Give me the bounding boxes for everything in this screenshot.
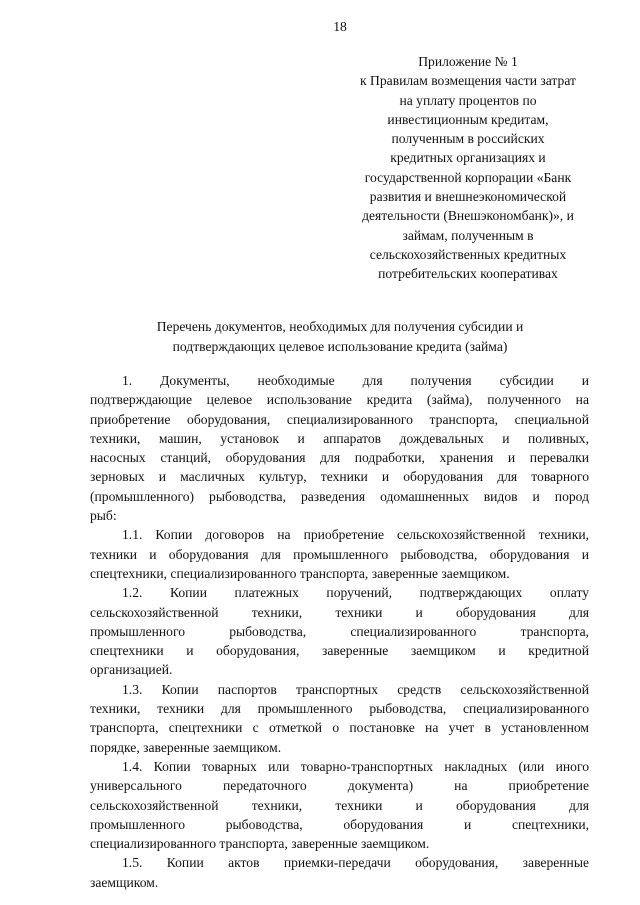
paragraph-line: 1.4. Копии товарных или товарно-транспортных накладных (или иного	[122, 758, 589, 774]
appendix-line: потребительских кооперативах	[378, 266, 558, 282]
paragraph-1-2	[90, 583, 589, 679]
paragraph-line: техники, техники для промышленного рыбоводства, специализированного	[90, 701, 589, 717]
appendix-line: Приложение № 1	[418, 54, 518, 69]
paragraph-line: заемщиком.	[90, 874, 159, 890]
paragraph-line: сельскохозяйственной техники, техники и оборудования для	[90, 604, 589, 620]
paragraph-line: 1.5. Копии актов приемки-передачи оборудования, заверенные	[122, 855, 589, 871]
paragraph-line: спецтехники, специализированного транспорта, заверенные заемщиком.	[90, 565, 510, 581]
paragraph-line: насосных станций, оборудования для подработки, хранения и перевалки	[90, 450, 589, 466]
document-body	[90, 371, 589, 892]
appendix-line: займам, полученным в	[402, 227, 534, 243]
paragraph-line: организацией.	[90, 662, 173, 678]
appendix-line: на уплату процентов по	[399, 92, 537, 108]
appendix-header	[343, 52, 593, 284]
paragraph-1-3	[90, 680, 589, 757]
paragraph-line: 1. Документы, необходимые для получения субсидии и	[122, 373, 589, 388]
paragraph-line: специализированного транспорта, заверенные заемщиком.	[90, 836, 430, 852]
title-line: подтверждающих целевое использование кредита (займа)	[172, 338, 508, 354]
appendix-line: кредитных организациях и	[390, 150, 546, 166]
appendix-line: деятельности (Внешэкономбанк)», и	[362, 208, 574, 224]
title-line: Перечень документов, необходимых для получения субсидии и	[156, 319, 524, 334]
paragraph-line: сельскохозяйственной техники, техники и оборудования для	[90, 797, 589, 813]
paragraph-line: рыб:	[90, 508, 117, 524]
appendix-line: сельскохозяйственных кредитных	[369, 246, 567, 262]
paragraph-line: промышленного рыбоводства, оборудования и спецтехники,	[90, 816, 589, 832]
paragraph-line: 1.1. Копии договоров на приобретение сельскохозяйственной техники,	[122, 527, 589, 543]
paragraph-line: спецтехники и оборудования, заверенные заемщиком и кредитной	[90, 643, 589, 659]
paragraph-line: промышленного рыбоводства, специализированного транспорта,	[90, 623, 589, 639]
paragraph-line: техники и оборудования для промышленного рыбоводства, оборудования и	[90, 546, 589, 562]
paragraph-1-4	[90, 757, 589, 853]
appendix-line: развития и внешнеэкономической	[369, 189, 567, 205]
appendix-line: инвестиционным кредитам,	[387, 111, 549, 127]
paragraph-1	[90, 371, 589, 525]
appendix-line: полученным в российских	[391, 131, 545, 147]
paragraph-line: 1.2. Копии платежных поручений, подтверждающих оплату	[122, 585, 589, 601]
paragraph-line: зерновых и масличных культур, техники и оборудования для товарного	[90, 469, 589, 485]
appendix-line: государственной корпорации «Банк	[364, 169, 572, 185]
paragraph-line: транспорта, спецтехники с отметкой о постановке на учет в установленном	[90, 720, 589, 736]
paragraph-line: (промышленного) рыбоводства, разведения одомашненных видов и пород	[90, 488, 589, 504]
paragraph-1-5	[90, 853, 589, 892]
paragraph-1-1	[90, 525, 589, 583]
document-title	[90, 317, 590, 356]
paragraph-line: техники, машин, установок и аппаратов дождевальных и поливных,	[90, 430, 589, 446]
paragraph-line: порядке, заверенные заемщиком.	[90, 739, 282, 755]
paragraph-line: универсального передаточного документа) на приобретение	[90, 778, 589, 794]
paragraph-line: приобретение оборудования, специализированного транспорта, специальной	[90, 411, 589, 427]
paragraph-line: подтверждающие целевое использование кредита (займа), полученного на	[90, 392, 589, 408]
appendix-line: к Правилам возмещения части затрат	[360, 73, 576, 89]
page-number: 18	[333, 19, 347, 34]
paragraph-line: 1.3. Копии паспортов транспортных средств сельскохозяйственной	[122, 681, 589, 697]
